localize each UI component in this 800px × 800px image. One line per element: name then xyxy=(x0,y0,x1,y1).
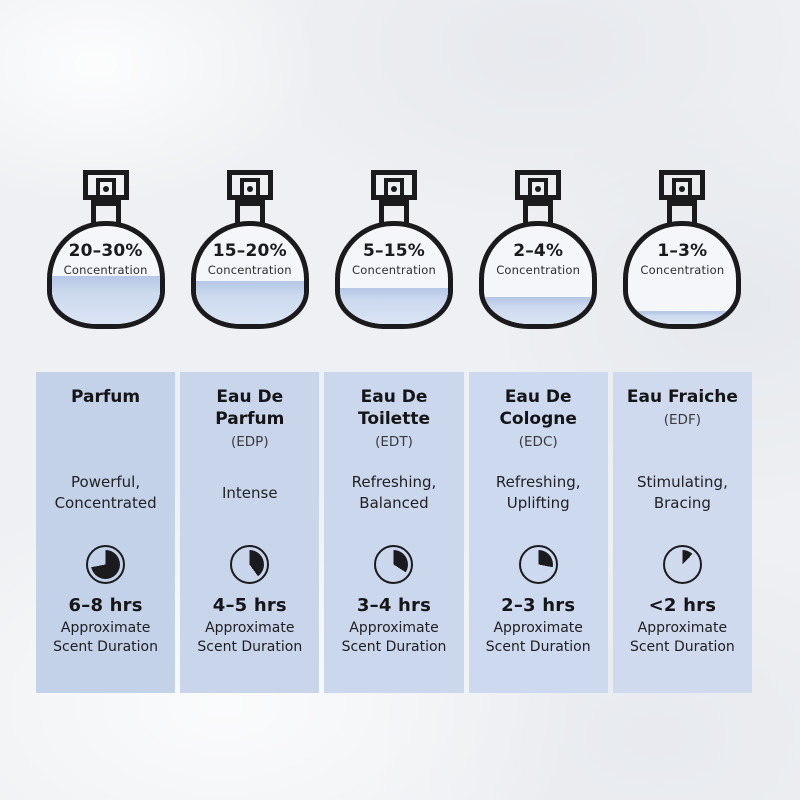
bottle-body xyxy=(47,221,165,329)
perfume-bottle-icon xyxy=(180,170,319,329)
concentration-percent: 15–20% xyxy=(212,241,287,261)
clock-icon xyxy=(86,545,125,584)
nozzle-icon xyxy=(96,178,116,206)
liquid-fill xyxy=(484,297,592,324)
clock-icon xyxy=(230,545,269,584)
card-title: Eau De Parfum xyxy=(215,387,285,429)
card-abbreviation: (EDP) xyxy=(230,433,269,450)
card-description: Powerful, Concentrated xyxy=(54,473,157,512)
bottle-body xyxy=(335,221,453,329)
scent-duration-value: 2–3 hrs xyxy=(501,595,576,616)
card-abbreviation: (EDC) xyxy=(518,433,558,450)
card-description: Refreshing, Balanced xyxy=(351,473,437,512)
card-abbreviation: (EDT) xyxy=(375,433,413,450)
liquid-fill xyxy=(52,276,160,324)
card-description: Intense xyxy=(221,483,278,502)
clock-pie-fill xyxy=(524,550,553,579)
clock-pie-fill xyxy=(668,550,697,579)
nozzle-icon xyxy=(672,178,692,206)
perfume-bottle-icon xyxy=(36,170,175,329)
concentration-label: Concentration xyxy=(63,263,148,277)
clock-pie-fill xyxy=(379,550,408,579)
nozzle-icon xyxy=(240,178,260,206)
card-title: Eau De Cologne xyxy=(499,387,577,429)
card-head xyxy=(186,387,313,461)
clock-icon xyxy=(519,545,558,584)
spray-cap-icon xyxy=(83,170,129,200)
card-description: Stimulating, Bracing xyxy=(636,473,728,512)
card-head xyxy=(71,387,140,461)
scent-duration-label: Approximate Scent Duration xyxy=(629,620,735,655)
card-description: Refreshing, Uplifting xyxy=(495,473,581,512)
concentration-percent: 5–15% xyxy=(362,241,425,261)
scent-duration-value: <2 hrs xyxy=(648,595,717,616)
spray-cap-icon xyxy=(659,170,705,200)
concentration-label: Concentration xyxy=(640,263,725,277)
bottles-row xyxy=(36,170,752,329)
nozzle-dot-icon xyxy=(535,186,541,192)
perfume-bottle-icon xyxy=(613,170,752,329)
spray-cap-icon xyxy=(371,170,417,200)
card-title: Eau Fraiche xyxy=(626,387,738,407)
fragrance-card-eau-de-cologne xyxy=(469,372,608,693)
liquid-fill xyxy=(628,311,736,324)
nozzle-icon xyxy=(384,178,404,206)
nozzle-dot-icon xyxy=(391,186,397,192)
liquid-fill xyxy=(340,288,448,324)
scent-duration-value: 4–5 hrs xyxy=(212,595,287,616)
card-head xyxy=(627,387,738,461)
bottle-body xyxy=(191,221,309,329)
scent-duration-label: Approximate Scent Duration xyxy=(53,620,158,655)
concentration-percent: 20–30% xyxy=(68,241,143,261)
concentration-percent: 1–3% xyxy=(657,241,708,261)
perfume-bottle-icon xyxy=(324,170,463,329)
liquid-fill xyxy=(196,281,304,324)
concentration-label: Concentration xyxy=(352,263,436,277)
scent-duration-label: Approximate Scent Duration xyxy=(485,620,591,655)
fragrance-card-parfum xyxy=(36,372,175,693)
nozzle-dot-icon xyxy=(679,186,685,192)
bottle-body xyxy=(479,221,597,329)
concentration-label: Concentration xyxy=(207,263,292,277)
card-head xyxy=(330,387,457,461)
card-title: Parfum xyxy=(71,387,141,407)
concentration-percent: 2–4% xyxy=(513,241,564,261)
clock-icon xyxy=(663,545,702,584)
scent-duration-value: 3–4 hrs xyxy=(356,595,432,616)
scent-duration-value: 6–8 hrs xyxy=(68,595,143,616)
scent-duration-label: Approximate Scent Duration xyxy=(341,620,447,655)
nozzle-icon xyxy=(528,178,548,206)
card-head xyxy=(475,387,602,461)
spray-cap-icon xyxy=(227,170,273,200)
spray-cap-icon xyxy=(515,170,561,200)
fragrance-card-eau-de-parfum xyxy=(180,372,319,693)
concentration-label: Concentration xyxy=(496,263,581,277)
cards-row xyxy=(36,372,752,693)
nozzle-dot-icon xyxy=(103,186,109,192)
nozzle-dot-icon xyxy=(247,186,253,192)
perfume-bottle-icon xyxy=(469,170,608,329)
clock-pie-fill xyxy=(235,550,264,579)
clock-icon xyxy=(374,545,413,584)
bottle-body xyxy=(623,221,741,329)
card-title: Eau De Toilette xyxy=(358,387,430,429)
fragrance-card-eau-de-toilette xyxy=(324,372,463,693)
clock-pie-fill xyxy=(91,550,120,579)
scent-duration-label: Approximate Scent Duration xyxy=(197,620,303,655)
fragrance-card-eau-fraiche xyxy=(613,372,752,693)
card-abbreviation: (EDF) xyxy=(663,411,701,428)
